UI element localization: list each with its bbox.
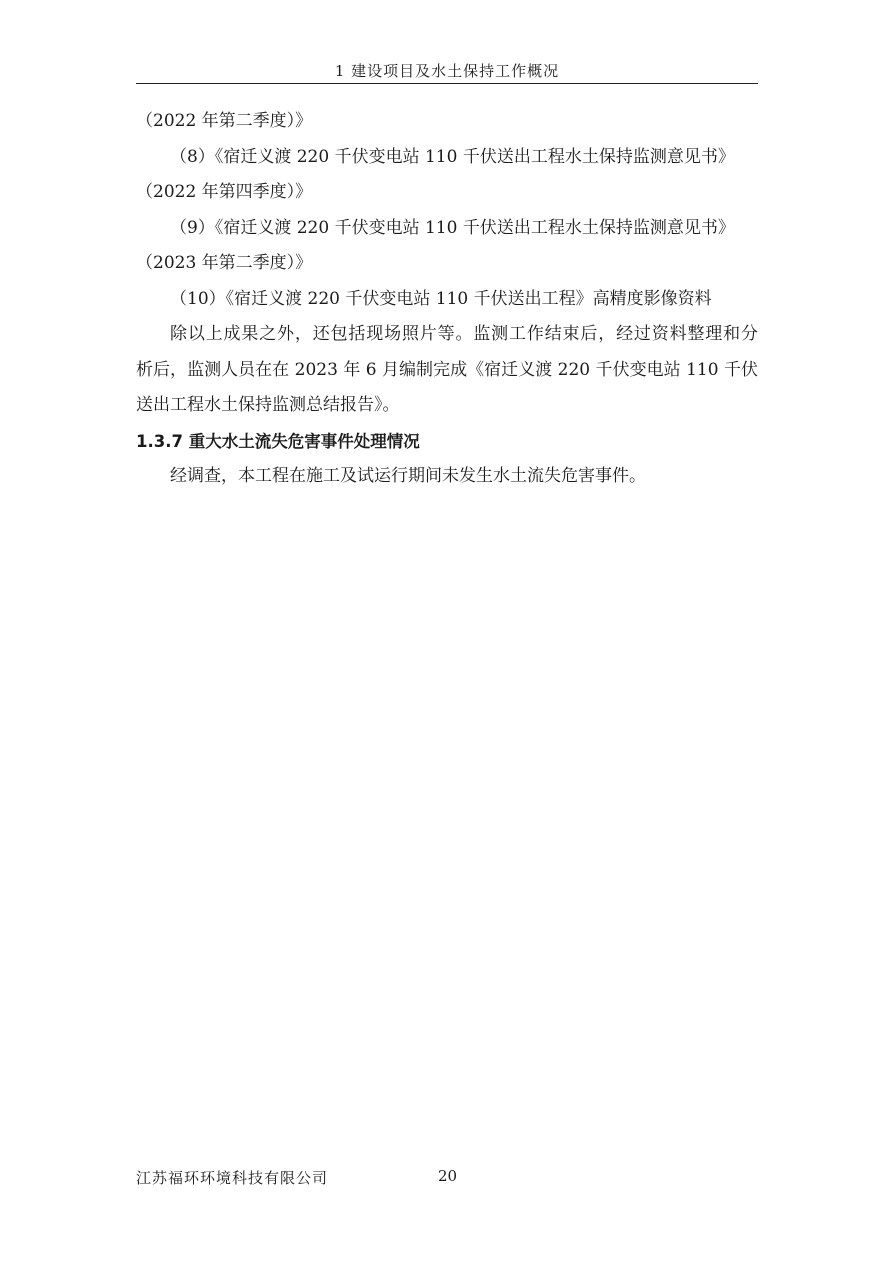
section-heading: 1.3.7 重大水土流失危害事件处理情况 — [136, 431, 420, 451]
paragraph-line: （2023 年第二季度）》 — [136, 253, 313, 273]
list-item-10: （10）《宿迁义渡 220 千伏变电站 110 千伏送出工程》高精度影像资料 — [170, 288, 712, 309]
paragraph-line: 除以上成果之外，还包括现场照片等。监测工作结束后，经过资料整理和分 — [170, 324, 758, 344]
paragraph-line: 送出工程水土保持监测总结报告》。 — [136, 395, 400, 415]
body-text — [136, 104, 758, 495]
paragraph-line: 经调查，本工程在施工及试运行期间未发生水土流失危害事件。 — [170, 466, 646, 486]
list-item-8: （8）《宿迁义渡 220 千伏变电站 110 千伏送出工程水土保持监测意见书》 — [170, 146, 735, 167]
footer-company-name: 江苏福环环境科技有限公司 — [136, 1169, 329, 1187]
header-divider — [136, 83, 758, 84]
page-number: 20 — [438, 1167, 458, 1185]
list-item-9: （9）《宿迁义渡 220 千伏变电站 110 千伏送出工程水土保持监测意见书》 — [170, 217, 735, 238]
running-header: 1 建设项目及水土保持工作概况 — [334, 62, 560, 80]
paragraph-line: （2022 年第四季度）》 — [136, 182, 313, 202]
paragraph-line: 析后，监测人员在在 2023 年 6 月编制完成《宿迁义渡 220 千伏变电站 110 千伏 — [136, 359, 758, 380]
paragraph-line: （2022 年第二季度）》 — [136, 111, 313, 131]
